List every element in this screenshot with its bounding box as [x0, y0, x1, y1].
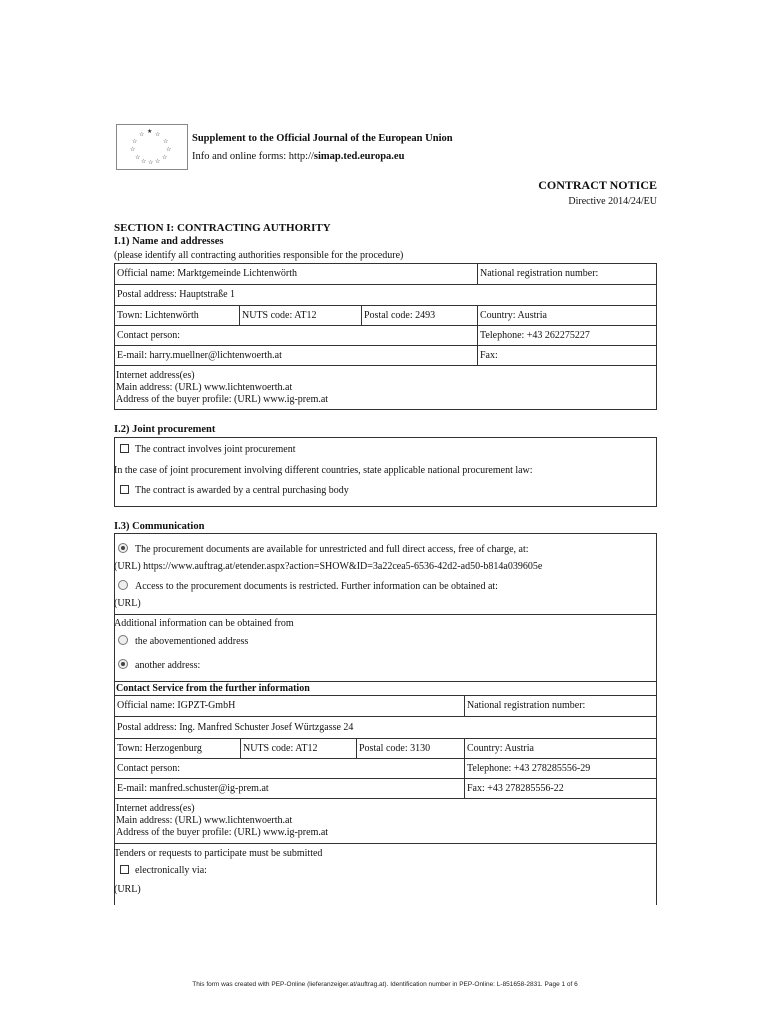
postal-code-cell: Postal code: 2493 [361, 305, 478, 326]
nuts-cell: NUTS code: AT12 [239, 305, 362, 326]
central-option[interactable] [120, 485, 349, 496]
additional-info-text: Additional information can be obtained from [114, 618, 294, 629]
journal-title: Supplement to the Official Journal of the European Union [192, 133, 453, 144]
joint-checkbox[interactable] [120, 444, 129, 453]
electronic-label: electronically via: [135, 865, 207, 876]
unrestricted-radio[interactable] [118, 543, 128, 553]
cs-national-reg-cell: National registration number: [464, 695, 657, 717]
another-address-option[interactable] [118, 659, 200, 671]
star-icon: ☆ [130, 146, 136, 153]
star-icon: ☆ [162, 154, 168, 161]
country-cell: Country: Austria [477, 305, 657, 326]
restricted-url: (URL) [114, 598, 141, 609]
star-icon: ☆ [163, 138, 169, 145]
star-icon: ☆ [135, 154, 141, 161]
cs-buyer-profile-text: Address of the buyer profile: (URL) www.ig-prem.at [116, 827, 329, 838]
star-icon: ☆ [155, 158, 161, 165]
central-option-label: The contract is awarded by a central purchasing body [135, 485, 349, 496]
info-line [192, 151, 404, 162]
another-address-label: another address: [135, 660, 201, 671]
restricted-radio[interactable] [118, 580, 128, 590]
tenders-text: Tenders or requests to participate must be submitted [114, 848, 323, 859]
electronic-url: (URL) [114, 884, 141, 895]
i3-title: I.3) Communication [114, 521, 205, 532]
fax-cell: Fax: [477, 345, 657, 366]
above-address-option[interactable] [118, 635, 248, 647]
national-law-text: In the case of joint procurement involving different countries, state applicable national procurement law: [114, 465, 533, 476]
cs-internet-label: Internet address(es) [116, 803, 195, 814]
cs-town-cell: Town: Herzogenburg [114, 738, 241, 759]
electronic-checkbox[interactable] [120, 865, 129, 874]
page-footer: This form was created with PEP-Online (lieferanzeiger.at/auftrag.at). Identification number in PEP-Online: L-851658-2831. Page 1 of 6 [192, 981, 578, 988]
main-address-text: Main address: (URL) www.lichtenwoerth.at [116, 382, 293, 393]
contact-service-title: Contact Service from the further information [116, 683, 310, 694]
i1-title: I.1) Name and addresses [114, 236, 224, 247]
above-address-radio[interactable] [118, 635, 128, 645]
telephone-cell: Telephone: +43 262275227 [477, 325, 657, 346]
unrestricted-option[interactable] [118, 543, 529, 555]
joint-option-label: The contract involves joint procurement [135, 444, 296, 455]
cs-telephone-cell: Telephone: +43 278285556-29 [464, 758, 657, 779]
directive-label: Directive 2014/24/EU [568, 196, 657, 207]
contact-person-cell: Contact person: [114, 325, 478, 346]
i2-title: I.2) Joint procurement [114, 424, 216, 435]
joint-option[interactable] [120, 444, 296, 455]
info-site-link[interactable]: simap.ted.europa.eu [313, 151, 405, 162]
cs-email-cell: E-mail: manfred.schuster@ig-prem.at [114, 778, 465, 799]
eu-flag-logo [116, 124, 188, 170]
restricted-option[interactable] [118, 580, 498, 592]
central-checkbox[interactable] [120, 485, 129, 494]
another-address-radio[interactable] [118, 659, 128, 669]
town-cell: Town: Lichtenwörth [114, 305, 240, 326]
cs-main-address-text: Main address: (URL) www.lichtenwoerth.at [116, 815, 293, 826]
cs-country-cell: Country: Austria [464, 738, 657, 759]
email-cell: E-mail: harry.muellner@lichtenwoerth.at [114, 345, 478, 366]
cs-fax-cell: Fax: +43 278285556-22 [464, 778, 657, 799]
above-address-label: the abovementioned address [135, 636, 249, 647]
star-icon: ☆ [139, 131, 145, 138]
official-name-cell: Official name: Marktgemeinde Lichtenwörth [114, 263, 478, 285]
documents-url-link[interactable]: (URL) https://www.auftrag.at/etender.aspx?action=SHOW&ID=3a22cea5-6536-42d2-ad50-b814a039605e [114, 561, 543, 572]
i1-note: (please identify all contracting authorities responsible for the procedure) [114, 250, 404, 261]
cs-postal-address-cell: Postal address: Ing. Manfred Schuster Josef Würtzgasse 24 [114, 716, 657, 739]
star-icon: ★ [147, 128, 153, 135]
star-icon: ☆ [148, 159, 154, 166]
star-icon: ☆ [166, 146, 172, 153]
notice-title: CONTRACT NOTICE [538, 178, 657, 192]
cs-nuts-cell: NUTS code: AT12 [240, 738, 357, 759]
restricted-label: Access to the procurement documents is restricted. Further information can be obtained at: [135, 581, 498, 592]
internet-label: Internet address(es) [116, 370, 195, 381]
national-reg-cell: National registration number: [477, 263, 657, 285]
cs-contact-person-cell: Contact person: [114, 758, 465, 779]
star-icon: ☆ [155, 131, 161, 138]
cs-postal-code-cell: Postal code: 3130 [356, 738, 465, 759]
postal-address-cell: Postal address: Hauptstraße 1 [114, 284, 657, 306]
electronic-option[interactable] [120, 865, 207, 876]
section-title: SECTION I: CONTRACTING AUTHORITY [114, 222, 331, 234]
cs-official-name-cell: Official name: IGPZT-GmbH [114, 695, 465, 717]
unrestricted-label: The procurement documents are available for unrestricted and full direct access, free of charge, at: [135, 544, 529, 555]
star-icon: ☆ [141, 158, 147, 165]
star-icon: ☆ [132, 138, 138, 145]
buyer-profile-text: Address of the buyer profile: (URL) www.ig-prem.at [116, 394, 329, 405]
info-prefix: Info and online forms: http:// [192, 151, 314, 162]
